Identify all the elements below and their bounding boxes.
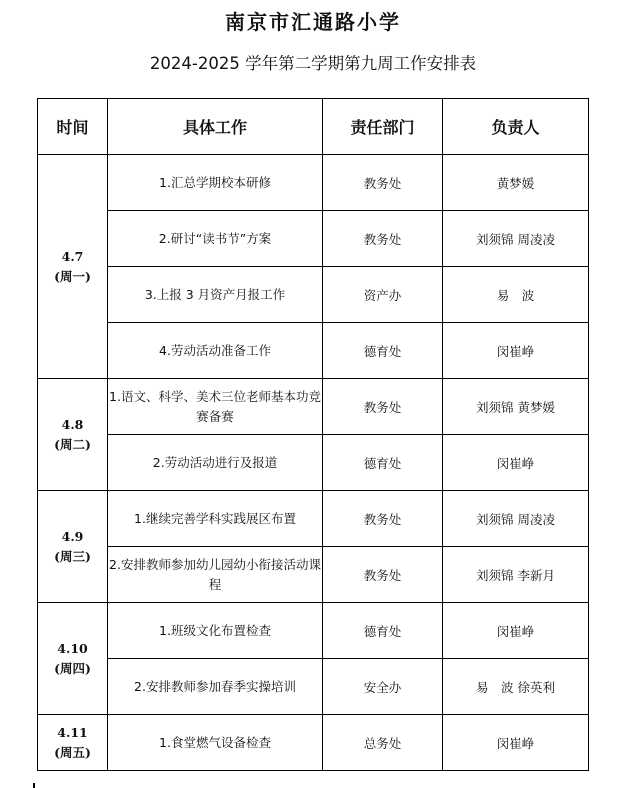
day-date: 4.10 [57,640,88,656]
person-cell: 刘须锦 黄梦媛 [443,379,589,435]
table-row [38,603,589,659]
department-cell: 教务处 [323,547,443,603]
task-cell: 2.安排教师参加幼儿园幼小衔接活动课程 [108,547,323,603]
department-cell: 安全办 [323,659,443,715]
day-weekday: (周三) [54,548,91,564]
person-cell: 闵崔峥 [443,715,589,771]
table-row [38,267,589,323]
day-date: 4.7 [61,248,84,264]
task-cell: 1.食堂燃气设备检查 [108,715,323,771]
table-row [38,659,589,715]
department-cell: 教务处 [323,379,443,435]
day-cell-tuesday [38,379,108,491]
column-header-department: 责任部门 [323,99,443,155]
task-cell: 2.安排教师参加春季实操培训 [108,659,323,715]
task-cell: 1.继续完善学科实践展区布置 [108,491,323,547]
table-row [38,547,589,603]
day-weekday: (周二) [54,436,91,452]
task-cell: 1.班级文化布置检查 [108,603,323,659]
department-cell: 资产办 [323,267,443,323]
column-header-time: 时间 [38,99,108,155]
column-header-person: 负责人 [443,99,589,155]
column-header-task: 具体工作 [108,99,323,155]
person-cell: 闵崔峥 [443,323,589,379]
table-row [38,155,589,211]
day-date: 4.9 [61,528,84,544]
text-cursor-mark [33,783,35,788]
table-row [38,491,589,547]
day-weekday: (周五) [54,744,91,760]
person-cell: 易 波 [443,267,589,323]
task-cell: 1.汇总学期校本研修 [108,155,323,211]
day-cell-monday [38,155,108,379]
person-cell: 闵崔峥 [443,435,589,491]
person-cell: 刘须锦 周凌凌 [443,491,589,547]
day-date: 4.8 [61,416,84,432]
task-cell: 2.劳动活动进行及报道 [108,435,323,491]
table-row [38,323,589,379]
school-name: 南京市汇通路小学 [225,10,401,34]
department-cell: 德育处 [323,435,443,491]
schedule-title: 2024-2025 学年第二学期第九周工作安排表 [149,54,477,73]
table-header-row [38,99,589,155]
person-cell: 刘须锦 周凌凌 [443,211,589,267]
person-cell: 黄梦媛 [443,155,589,211]
day-weekday: (周一) [54,268,91,284]
task-cell: 1.语文、科学、美术三位老师基本功竞赛备赛 [108,379,323,435]
day-date: 4.11 [57,724,88,740]
department-cell: 教务处 [323,211,443,267]
table-row [38,211,589,267]
day-weekday: (周四) [54,660,91,676]
table-row [38,379,589,435]
task-cell: 4.劳动活动准备工作 [108,323,323,379]
task-cell: 2.研讨“读书节”方案 [108,211,323,267]
department-cell: 德育处 [323,603,443,659]
person-cell: 易 波 徐英利 [443,659,589,715]
day-cell-thursday [38,603,108,715]
task-cell: 3.上报 3 月资产月报工作 [108,267,323,323]
department-cell: 总务处 [323,715,443,771]
table-row [38,435,589,491]
day-cell-friday [38,715,108,771]
day-cell-wednesday [38,491,108,603]
weekly-schedule-table [37,98,589,771]
person-cell: 刘须锦 李新月 [443,547,589,603]
department-cell: 教务处 [323,491,443,547]
department-cell: 教务处 [323,155,443,211]
person-cell: 闵崔峥 [443,603,589,659]
table-row [38,715,589,771]
department-cell: 德育处 [323,323,443,379]
